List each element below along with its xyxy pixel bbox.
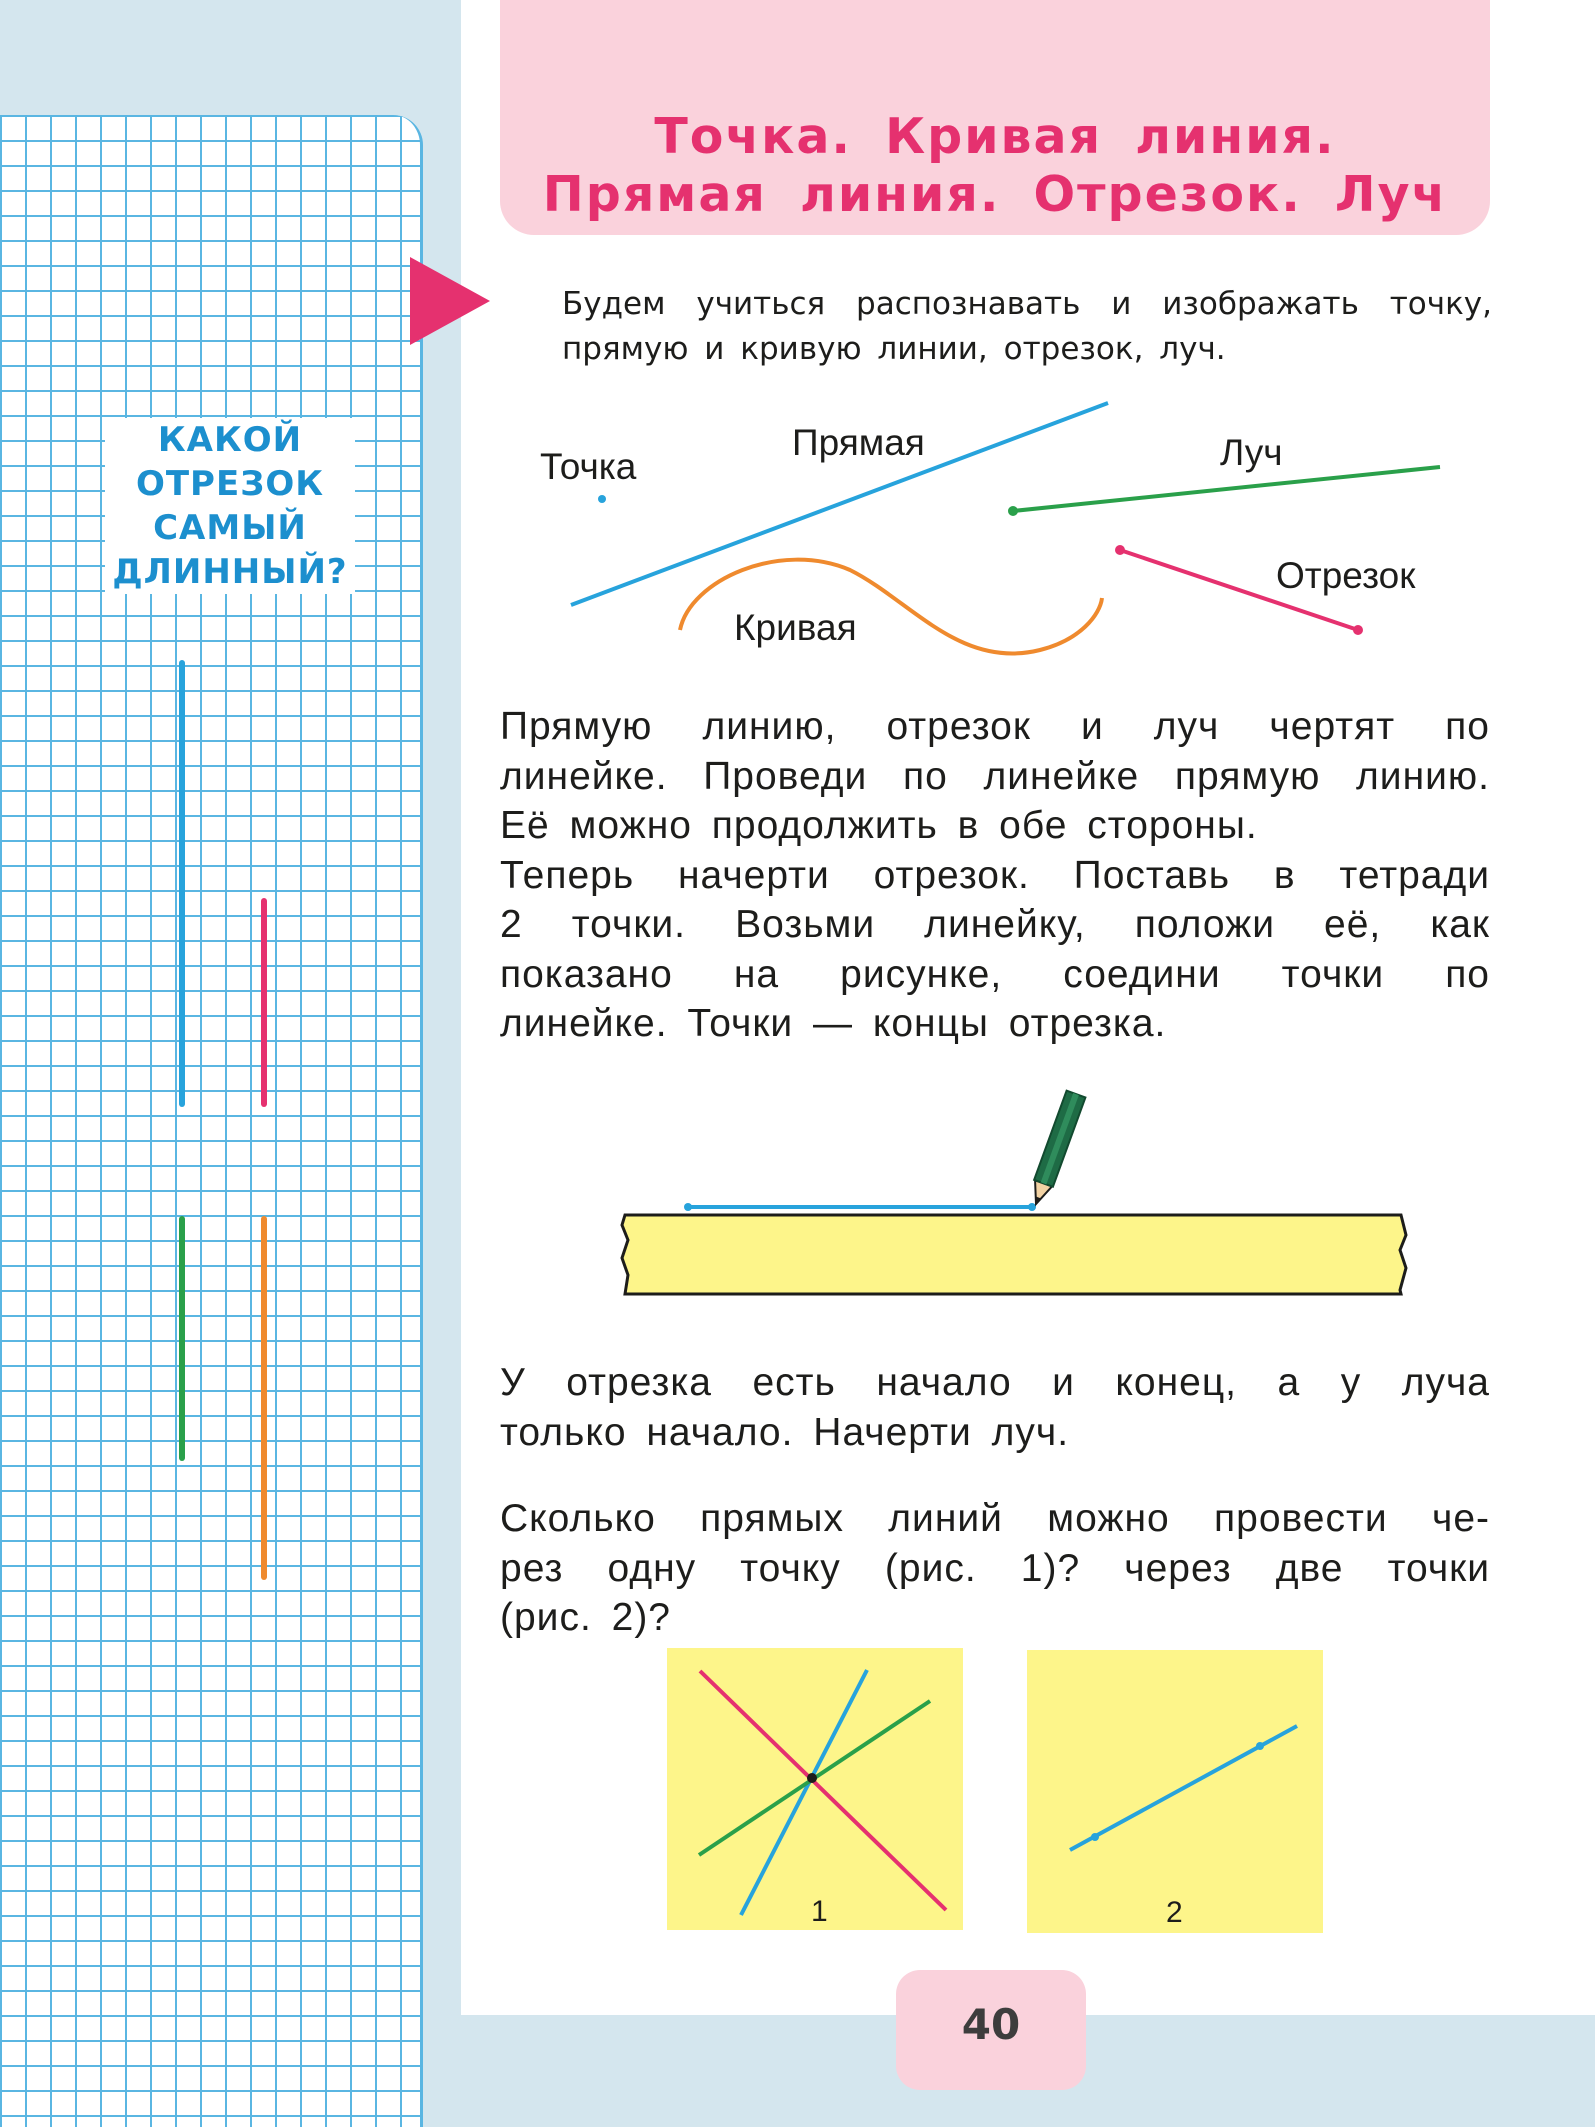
title-line-2: Прямая линия. Отрезок. Луч bbox=[542, 166, 1448, 223]
paragraph-line: только начало. Начерти луч. bbox=[500, 1410, 1070, 1454]
green-segment bbox=[179, 1216, 185, 1461]
segment-start-dot bbox=[1115, 545, 1125, 555]
paragraph-line: Теперь начерти отрезок. Поставь в тетради bbox=[500, 853, 1490, 897]
point-dot bbox=[598, 495, 606, 503]
paragraph-line: линейке. Точки — концы отрезка. bbox=[500, 1002, 1167, 1045]
point-b bbox=[1256, 1742, 1264, 1750]
intersection-point bbox=[807, 1773, 817, 1783]
figure-1-drawing bbox=[667, 1648, 963, 1930]
paragraph-line: Её можно продолжить в обе стороны. bbox=[500, 804, 1258, 847]
ray-line bbox=[1013, 467, 1440, 511]
paragraph-line: линейке. Проведи по линейке прямую линию. bbox=[500, 754, 1490, 798]
title-line-1: Точка. Кривая линия. bbox=[654, 108, 1336, 165]
figure-2-drawing bbox=[1027, 1650, 1323, 1933]
pink-segment bbox=[261, 898, 267, 1107]
paragraph-line: Прямую линию, отрезок и луч чертят по bbox=[500, 705, 1490, 748]
paragraph-line: рез одну точку (рис. 1)? через две точки bbox=[500, 1546, 1490, 1590]
label-ray: Луч bbox=[1220, 432, 1283, 473]
paragraph-line: (рис. 2)? bbox=[500, 1596, 672, 1639]
ruler-illustration bbox=[600, 1070, 1420, 1320]
paragraph-line: У отрезка есть начало и конец, а у луча bbox=[500, 1361, 1490, 1404]
label-segment: Отрезок bbox=[1276, 555, 1416, 596]
figure-1-label: 1 bbox=[811, 1895, 828, 1928]
page-number: 40 bbox=[896, 1970, 1086, 2090]
label-curve: Кривая bbox=[734, 607, 857, 648]
pink-line bbox=[700, 1671, 946, 1910]
figure-2 bbox=[1027, 1650, 1323, 1933]
side-question-line: КАКОЙ bbox=[157, 420, 303, 460]
lines-figure bbox=[0, 0, 1595, 700]
drawn-segment-start bbox=[684, 1203, 692, 1211]
paragraph-line: Сколько прямых линий можно провести че- bbox=[500, 1497, 1490, 1540]
blue-segment bbox=[179, 660, 185, 1107]
ruler-icon bbox=[622, 1215, 1406, 1294]
ray-start-dot bbox=[1008, 506, 1018, 516]
drawn-segment-end bbox=[1028, 1203, 1036, 1211]
figure-1 bbox=[667, 1648, 963, 1930]
paragraph-3 bbox=[500, 1494, 1490, 1643]
label-straight: Прямая bbox=[792, 422, 925, 463]
paragraph-line: 2 точки. Возьми линейку, положи её, как bbox=[500, 903, 1490, 946]
side-question-line: САМЫЙ bbox=[153, 508, 307, 548]
paragraph-1 bbox=[500, 702, 1490, 1049]
orange-segment bbox=[261, 1216, 267, 1580]
figure-2-label: 2 bbox=[1166, 1896, 1183, 1929]
blue-line bbox=[741, 1670, 867, 1915]
paragraph-line: показано на рисунке, соедини точки по bbox=[500, 952, 1490, 996]
paragraph-2 bbox=[500, 1358, 1490, 1457]
side-question-line: ДЛИННЫЙ? bbox=[112, 552, 348, 592]
point-a bbox=[1091, 1833, 1099, 1841]
pencil-icon bbox=[1027, 1091, 1086, 1208]
label-point: Точка bbox=[540, 446, 637, 487]
segment-end-dot bbox=[1353, 625, 1363, 635]
side-question-line: ОТРЕЗОК bbox=[135, 464, 325, 504]
intro-text: Будем учиться распознавать и изображать точку, прямую и кривую линии, отрезок, луч. bbox=[562, 286, 1492, 367]
